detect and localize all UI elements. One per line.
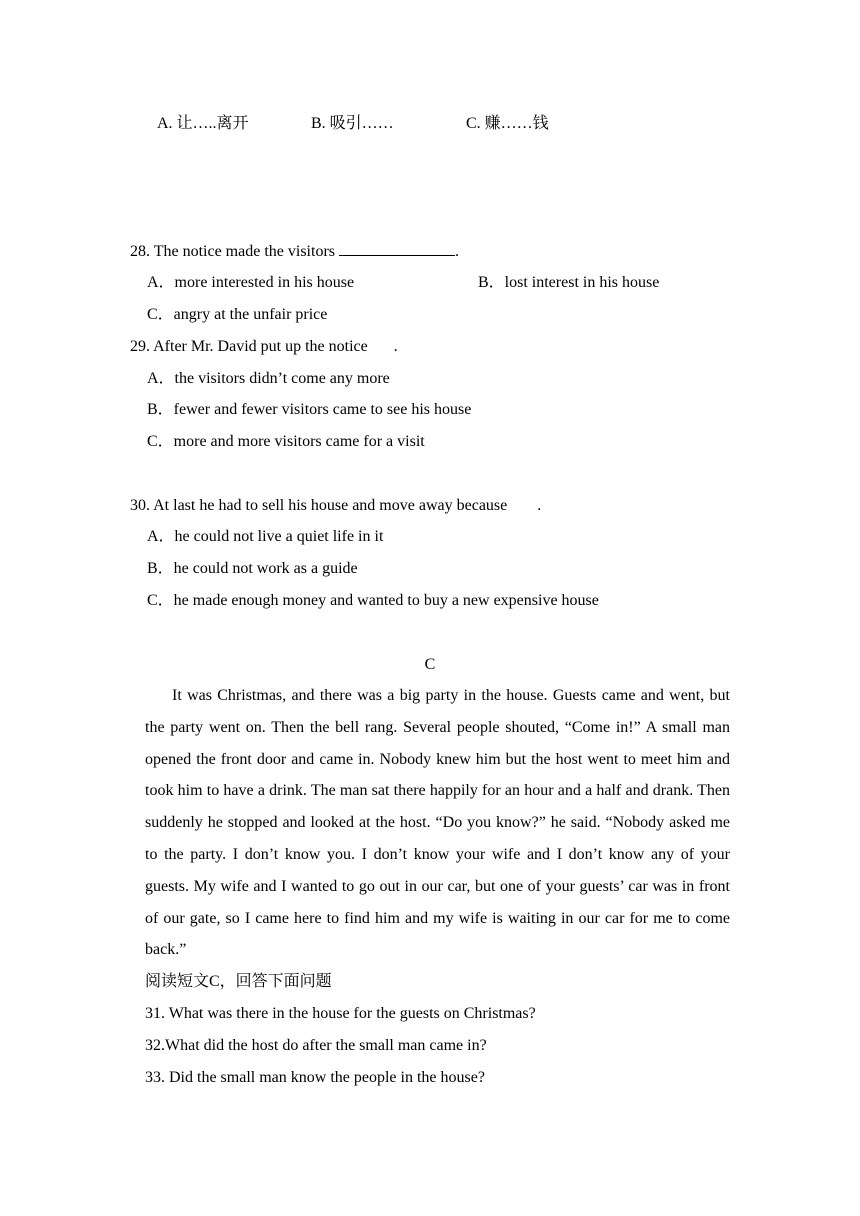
question-29-stem <box>130 337 398 357</box>
question-30-option-c: C．he made enough money and wanted to buy a new expensive house <box>147 592 599 609</box>
section-c-title: C <box>424 656 436 673</box>
answer-blank <box>339 241 455 256</box>
question-30-option-b: B．he could not work as a guide <box>147 560 358 577</box>
section-c-instruction: 阅读短文C，回答下面问题 <box>145 973 332 990</box>
question-29-period: . <box>393 338 398 355</box>
question-28-option-c: C．angry at the unfair price <box>147 306 328 323</box>
question-28-text: 28. The notice made the visitors <box>130 243 339 260</box>
prev-option-b: B. 吸引…… <box>311 115 394 132</box>
question-29-option-b: B．fewer and fewer visitors came to see his house <box>147 401 472 418</box>
question-31: 31. What was there in the house for the guests on Christmas? <box>145 1005 536 1022</box>
question-30-option-a: A．he could not live a quiet life in it <box>147 528 384 545</box>
prev-option-a: A. 让…..离开 <box>157 115 249 132</box>
question-29-option-a: A．the visitors didn’t come any more <box>147 370 390 387</box>
question-28-period: . <box>455 243 459 260</box>
section-c-passage: It was Christmas, and there was a big party in the house. Guests came and went, but the party went on. Then the bell rang. Several people shouted, “Come in!” A small man opened the front door and came in. Nobody knew him but the host went to meet him and took him to have a drink. The man sat there happily for an hour and a half and drank. Then suddenly he stopped and looked at the host. “Do you know?” he said. “Nobody asked me to the party. I don’t know you. I don’t know your wife and I don’t know any of your guests. My wife and I wanted to go out in our car, but one of your guests’ car was in front of our gate, so I came here to find him and my wife is waiting in our car for me to come back.” <box>145 687 730 959</box>
question-32: 32.What did the host do after the small man came in? <box>145 1037 487 1054</box>
question-30-period: . <box>537 497 542 514</box>
question-28-stem <box>130 241 459 262</box>
question-28-option-a: A．more interested in his house <box>147 274 355 291</box>
question-29-text: 29. After Mr. David put up the notice <box>130 338 368 355</box>
question-33: 33. Did the small man know the people in the house? <box>145 1069 485 1086</box>
question-30-text: 30. At last he had to sell his house and move away because <box>130 497 508 514</box>
question-30-stem <box>130 496 541 516</box>
prev-option-c: C. 赚……钱 <box>466 115 549 132</box>
question-28-option-b: B．lost interest in his house <box>478 274 660 291</box>
question-29-option-c: C．more and more visitors came for a visit <box>147 433 425 450</box>
